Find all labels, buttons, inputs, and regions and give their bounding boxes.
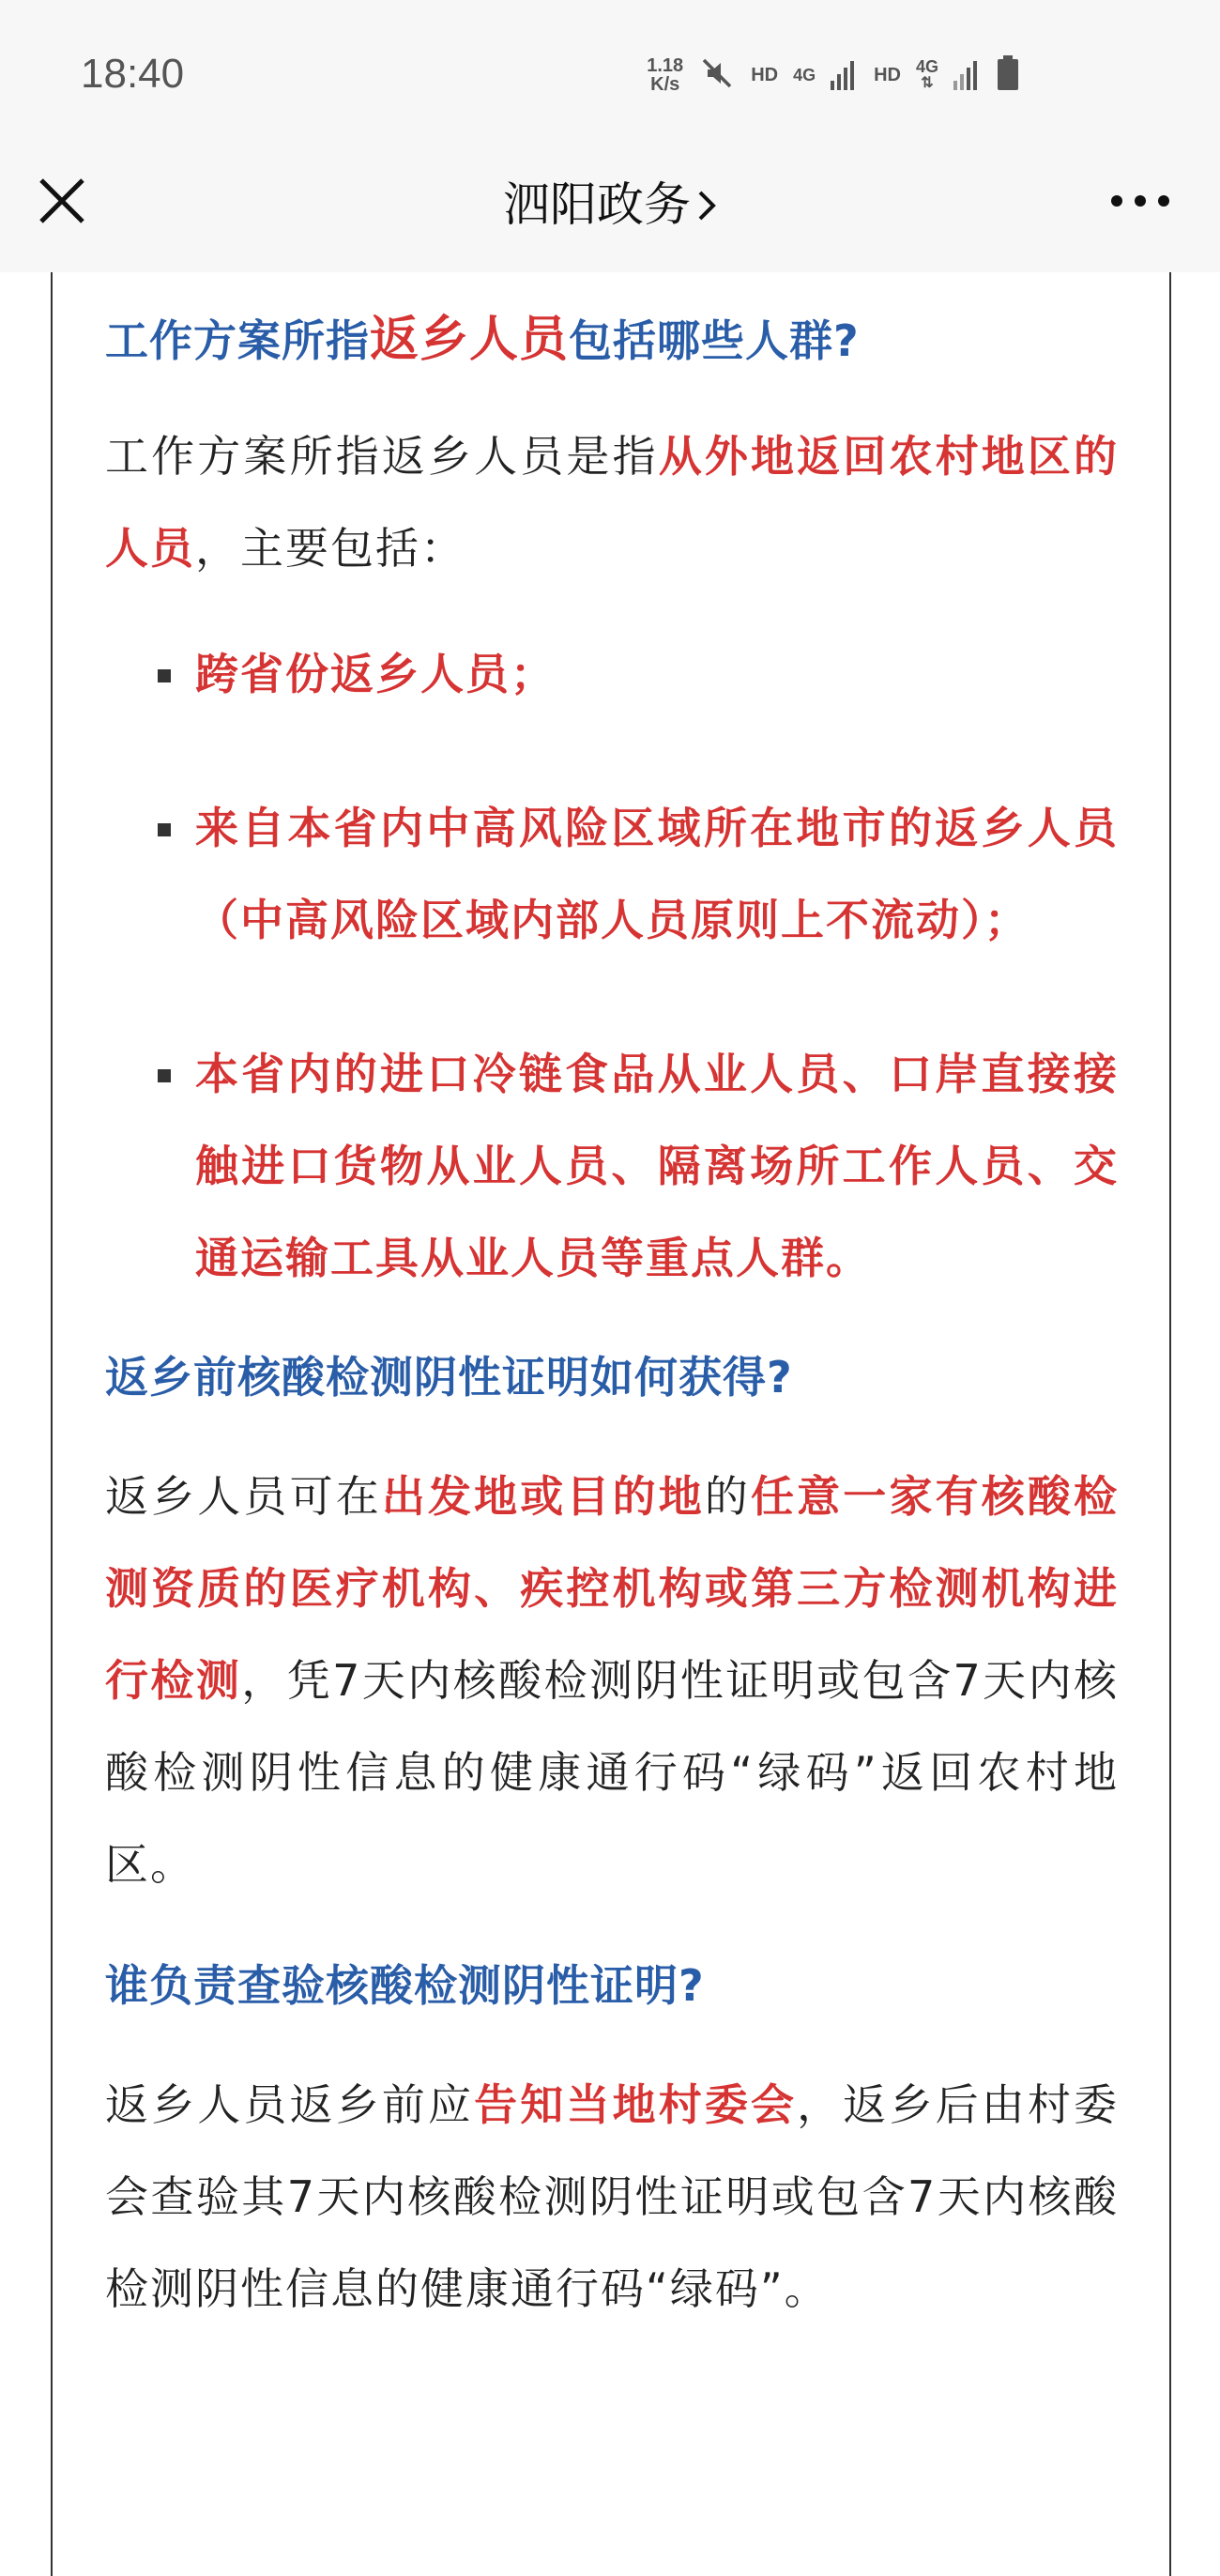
signal-icon-2: [953, 56, 982, 94]
chevron-right-icon: [696, 181, 717, 236]
network-speed: [647, 56, 683, 94]
status-time: 18:40: [81, 51, 185, 97]
more-options-button[interactable]: [1107, 182, 1173, 220]
question-heading-2: 返乡前核酸检测阴性证明如何获得?: [105, 1352, 793, 1403]
battery-icon: [997, 55, 1019, 95]
status-icons: [647, 54, 1019, 96]
answer-paragraph-2: 返乡人员可在出发地或目的地的任意一家有核酸检测资质的医疗机构、疾控机构或第三方检测机构进行检测，凭7天内核酸检测阴性证明或包含7天内核酸检测阴性信息的健康通行码“绿码”返回农村地区。: [105, 1471, 1120, 1890]
question-heading-1: 工作方案所指返乡人员包括哪些人群?: [105, 312, 860, 368]
question-heading-3: 谁负责查验核酸检测阴性证明?: [105, 1960, 705, 2011]
network-type-1: 4G: [793, 66, 816, 84]
list-item: 来自本省内中高风险区域所在地市的返乡人员（中高风险区域内部人员原则上不流动）；: [158, 782, 1119, 966]
question-1-highlight: 返乡人员: [370, 312, 570, 368]
list-item: 本省内的进口冷链食品从业人员、口岸直接接触进口货物从业人员、隔离场所工作人员、交通运输工具从业人员等重点人群。: [158, 1028, 1119, 1304]
mute-icon: [698, 54, 736, 96]
hd-label-1: HD: [751, 64, 779, 85]
page-title-link[interactable]: [0, 167, 1220, 236]
target-groups-list: [158, 628, 1119, 1304]
answer-paragraph-1: 工作方案所指返乡人员是指从外地返回农村地区的人员，主要包括：: [105, 431, 1120, 574]
hd-label-2: HD: [874, 64, 901, 85]
nav-bar: [0, 141, 1220, 272]
article-body: [51, 272, 1171, 2576]
more-dots-icon: [1107, 182, 1173, 220]
status-bar: [0, 0, 1220, 141]
network-speed-unit: K/s: [650, 74, 680, 95]
network-speed-value: 1.18: [647, 55, 684, 76]
answer-paragraph-3: 返乡人员返乡前应告知当地村委会，返乡后由村委会查验其7天内核酸检测阴性证明或包含7天内核酸检测阴性信息的健康通行码“绿码”。: [105, 2079, 1120, 2314]
network-type-2: 4G ⇅: [915, 57, 938, 91]
list-item: 跨省份返乡人员；: [158, 628, 1119, 720]
signal-icon-1: [831, 56, 859, 94]
page-title: 泗阳政务: [503, 177, 691, 232]
